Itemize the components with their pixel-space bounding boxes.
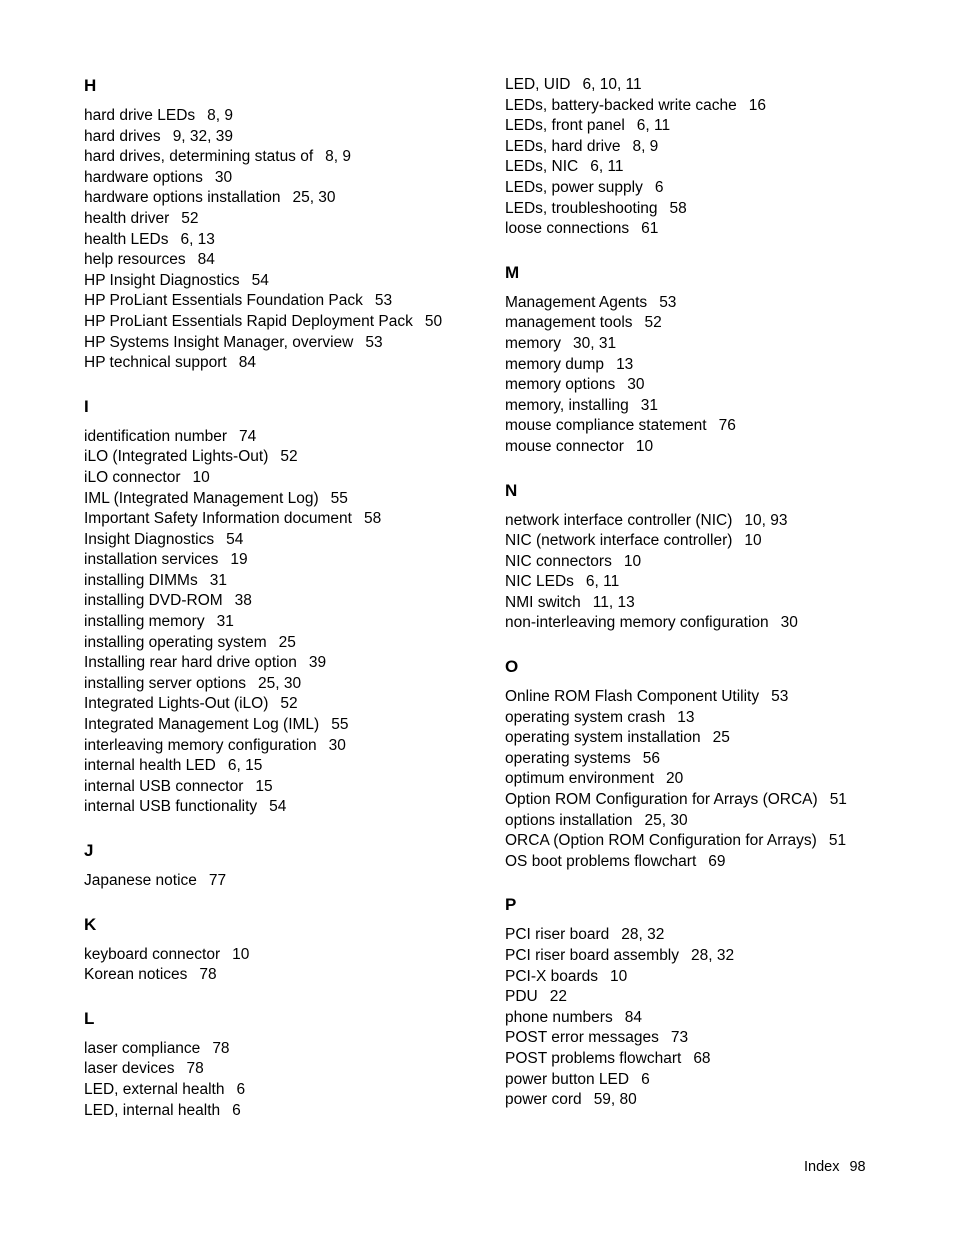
- index-term: installing memory: [84, 613, 205, 631]
- index-entry: [505, 219, 925, 240]
- index-term: hardware options installation: [84, 189, 281, 207]
- index-entry: [505, 852, 925, 873]
- index-entry: [505, 375, 925, 396]
- section-letter: O: [505, 657, 519, 677]
- section-letter: M: [505, 262, 520, 282]
- index-term: installing DVD-ROM: [84, 592, 223, 610]
- index-pages: 53: [374, 292, 393, 310]
- index-term: interleaving memory configuration: [84, 736, 317, 754]
- index-entry: [505, 593, 925, 614]
- index-pages: 6, 11: [590, 158, 624, 176]
- index-pages: 20: [666, 770, 684, 788]
- index-term: Insight Diagnostics: [84, 530, 215, 548]
- index-term: memory: [505, 334, 561, 352]
- index-pages: 10: [610, 967, 628, 985]
- index-pages: 54: [226, 530, 244, 548]
- index-entry: [505, 572, 925, 593]
- index-entry: [505, 1070, 925, 1091]
- index-pages: 69: [708, 852, 726, 870]
- index-entry: [84, 736, 484, 757]
- index-term: Japanese notice: [84, 872, 197, 889]
- index-pages: 25, 30: [644, 811, 688, 829]
- index-entry: [84, 468, 484, 489]
- index-entry: [505, 728, 925, 749]
- index-entry: [84, 291, 484, 312]
- index-section: [84, 840, 484, 892]
- index-pages: 30: [780, 614, 798, 632]
- index-term: hard drives: [84, 127, 161, 145]
- section-letter: K: [84, 914, 97, 934]
- index-entry: [84, 674, 484, 695]
- index-term: iLO connector: [84, 468, 181, 486]
- section-letter: J: [84, 841, 94, 860]
- index-entry: [84, 312, 484, 333]
- index-term: Management Agents: [505, 293, 648, 311]
- index-pages: 77: [208, 872, 227, 889]
- index-pages: 78: [212, 1039, 230, 1057]
- index-term: POST problems flowchart: [505, 1049, 682, 1067]
- index-entry: [84, 106, 484, 127]
- index-pages: 6, 11: [636, 117, 671, 135]
- index-term: hardware options: [84, 168, 203, 186]
- index-term: options installation: [505, 811, 633, 829]
- index-term: LEDs, battery-backed write cache: [505, 96, 737, 114]
- index-pages: 39: [308, 654, 327, 672]
- index-term: help resources: [84, 251, 186, 269]
- index-entry: [84, 871, 484, 892]
- index-term: installing server options: [84, 674, 246, 692]
- index-pages: 6, 11: [585, 573, 620, 591]
- index-pages: 8, 9: [325, 148, 352, 166]
- index-pages: 13: [677, 708, 695, 726]
- index-term: memory, installing: [505, 396, 629, 414]
- index-pages: 30: [328, 736, 346, 754]
- index-entry: [84, 1039, 484, 1060]
- index-term: installing operating system: [84, 633, 267, 651]
- index-pages: 30: [627, 376, 645, 394]
- index-entry: [505, 355, 925, 376]
- index-term: PCI riser board: [505, 926, 610, 944]
- index-entry: [84, 509, 484, 530]
- index-entry: [505, 831, 925, 852]
- index-pages: 53: [365, 333, 383, 351]
- index-term: operating system crash: [505, 708, 666, 726]
- index-term: identification number: [84, 427, 228, 445]
- index-term: internal USB functionality: [84, 798, 258, 816]
- index-pages: 15: [255, 777, 273, 795]
- index-pages: 58: [363, 510, 382, 528]
- index-entry: [84, 715, 484, 736]
- index-entry: [505, 987, 925, 1008]
- index-term: Integrated Lights-Out (iLO): [84, 695, 269, 713]
- index-entry: [84, 147, 484, 168]
- index-term: LEDs, NIC: [505, 158, 579, 176]
- index-pages: 59, 80: [593, 1091, 637, 1109]
- section-letter: H: [84, 76, 97, 95]
- index-entry: [505, 437, 925, 458]
- index-term: internal USB connector: [84, 777, 244, 795]
- index-term: HP ProLiant Essentials Rapid Deployment Pack: [84, 312, 413, 330]
- index-pages: 13: [616, 355, 634, 373]
- index-term: network interface controller (NIC): [505, 511, 733, 529]
- index-term: NMI switch: [505, 593, 581, 611]
- index-entry: [505, 613, 925, 634]
- index-pages: 31: [216, 613, 234, 631]
- index-pages: 68: [693, 1049, 711, 1067]
- index-pages: 28, 32: [691, 947, 735, 964]
- index-term: installation services: [84, 551, 219, 569]
- index-term: mouse connector: [505, 437, 624, 455]
- index-entry: [84, 694, 484, 715]
- index-term: POST error messages: [505, 1029, 659, 1047]
- section-letter: P: [505, 895, 517, 915]
- index-term: hard drives, determining status of: [84, 148, 314, 166]
- index-entry: [84, 209, 484, 230]
- index-pages: 25: [278, 633, 296, 651]
- page-footer: [804, 1158, 866, 1176]
- index-pages: 10: [623, 552, 642, 570]
- section-letter: L: [84, 1008, 95, 1028]
- index-entry: [505, 178, 925, 199]
- index-pages: 52: [280, 448, 298, 466]
- index-pages: 74: [239, 427, 257, 445]
- index-entry: [84, 127, 484, 148]
- index-entry: [505, 687, 925, 708]
- index-pages: 54: [269, 798, 287, 816]
- index-column-left: [84, 75, 484, 1121]
- index-entry: [505, 1049, 925, 1070]
- index-section: [505, 656, 925, 872]
- index-term: NIC (network interface controller): [505, 532, 733, 550]
- index-pages: 30: [214, 168, 233, 186]
- index-entry: [505, 75, 925, 96]
- index-column-right: [505, 75, 925, 1111]
- index-term: keyboard connector: [84, 945, 221, 963]
- index-entry: [505, 396, 925, 417]
- index-entry: [84, 633, 484, 654]
- index-pages: 78: [186, 1060, 204, 1078]
- index-entry: [505, 790, 925, 811]
- index-entry: [505, 334, 925, 355]
- index-term: LEDs, power supply: [505, 178, 643, 196]
- index-pages: 76: [718, 417, 736, 435]
- index-pages: 9, 32, 39: [172, 127, 234, 145]
- index-pages: 16: [748, 96, 766, 114]
- index-pages: 8, 9: [632, 137, 659, 155]
- index-pages: 53: [659, 293, 677, 311]
- index-term: PDU: [505, 988, 538, 1006]
- index-entry: [505, 137, 925, 158]
- index-section: [505, 480, 925, 635]
- index-entry: [84, 353, 484, 374]
- index-entry: [84, 1059, 484, 1080]
- index-term: HP technical support: [84, 354, 227, 372]
- index-entry: [84, 1101, 484, 1122]
- index-pages: 6: [232, 1101, 241, 1119]
- index-entry: [84, 250, 484, 271]
- index-section: [84, 1008, 484, 1121]
- index-entry: [84, 427, 484, 448]
- index-term: Integrated Management Log (IML): [84, 716, 320, 734]
- index-pages: 10: [232, 945, 250, 963]
- index-entry: [505, 1028, 925, 1049]
- index-pages: 56: [642, 749, 661, 767]
- index-pages: 25, 30: [292, 189, 336, 207]
- index-pages: 6, 15: [227, 757, 263, 775]
- index-pages: 61: [641, 220, 659, 238]
- index-term: operating systems: [505, 749, 631, 767]
- index-pages: 50: [424, 312, 443, 330]
- index-term: HP Insight Diagnostics: [84, 271, 240, 289]
- index-pages: 8, 9: [207, 107, 233, 124]
- index-term: hard drive LEDs: [84, 107, 196, 124]
- index-pages: 6: [654, 178, 664, 196]
- index-pages: 25: [712, 729, 730, 747]
- index-term: operating system installation: [505, 729, 701, 747]
- index-term: Option ROM Configuration for Arrays (ORCA): [505, 791, 818, 809]
- index-pages: 78: [199, 966, 217, 984]
- index-term: power cord: [505, 1091, 582, 1109]
- index-entry: [84, 489, 484, 510]
- index-entry: [505, 116, 925, 137]
- index-entry: [84, 797, 484, 818]
- index-pages: 84: [197, 251, 215, 269]
- index-pages: 58: [669, 199, 687, 217]
- index-entry: [505, 1090, 925, 1111]
- index-entry: [505, 925, 925, 946]
- index-section: [505, 262, 925, 458]
- index-entry: [505, 769, 925, 790]
- index-entry: [505, 531, 925, 552]
- index-pages: 10: [192, 468, 210, 486]
- section-letter: N: [505, 480, 518, 500]
- index-term: LEDs, front panel: [505, 117, 625, 135]
- index-term: memory dump: [505, 355, 605, 373]
- index-term: NIC LEDs: [505, 573, 574, 591]
- index-section: [505, 75, 925, 240]
- index-term: HP ProLiant Essentials Foundation Pack: [84, 292, 363, 310]
- index-entry: [505, 96, 925, 117]
- index-term: Important Safety Information document: [84, 510, 352, 528]
- index-term: laser devices: [84, 1060, 175, 1078]
- index-entry: [505, 749, 925, 770]
- index-pages: 54: [251, 271, 269, 289]
- index-pages: 10: [744, 532, 762, 550]
- index-pages: 25, 30: [257, 674, 302, 692]
- index-term: management tools: [505, 314, 633, 332]
- index-term: Korean notices: [84, 966, 188, 984]
- index-entry: [84, 447, 484, 468]
- index-term: LEDs, hard drive: [505, 137, 621, 155]
- index-entry: [84, 230, 484, 251]
- index-pages: 84: [238, 354, 256, 372]
- index-entry: [505, 811, 925, 832]
- index-term: ORCA (Option ROM Configuration for Arrays): [505, 832, 817, 850]
- index-entry: [505, 157, 925, 178]
- index-entry: [505, 946, 925, 967]
- index-term: Installing rear hard drive option: [84, 654, 297, 672]
- index-section: [84, 75, 484, 374]
- index-term: memory options: [505, 376, 616, 394]
- index-term: laser compliance: [84, 1039, 201, 1057]
- index-term: optimum environment: [505, 770, 655, 788]
- index-entry: [84, 591, 484, 612]
- index-pages: 51: [828, 832, 847, 850]
- index-entry: [505, 511, 925, 532]
- index-entry: [84, 530, 484, 551]
- index-pages: 6: [236, 1080, 246, 1098]
- section-letter: I: [84, 396, 89, 416]
- index-term: PCI riser board assembly: [505, 947, 680, 964]
- index-term: non-interleaving memory configuration: [505, 614, 769, 632]
- index-pages: 19: [230, 551, 248, 569]
- index-entry: [84, 1080, 484, 1101]
- index-entry: [84, 756, 484, 777]
- index-term: HP Systems Insight Manager, overview: [84, 333, 354, 351]
- index-pages: 53: [771, 688, 789, 706]
- index-pages: 38: [234, 592, 252, 610]
- index-pages: 52: [181, 209, 199, 227]
- index-term: Online ROM Flash Component Utility: [505, 688, 760, 706]
- index-term: NIC connectors: [505, 552, 612, 570]
- index-section: [84, 396, 484, 818]
- index-term: installing DIMMs: [84, 571, 198, 589]
- index-entry: [505, 416, 925, 437]
- index-pages: 73: [670, 1029, 689, 1047]
- index-term: iLO (Integrated Lights-Out): [84, 448, 269, 466]
- index-entry: [505, 552, 925, 573]
- footer-label: Index: [804, 1159, 840, 1175]
- index-entry: [84, 571, 484, 592]
- index-entry: [84, 945, 484, 966]
- index-term: OS boot problems flowchart: [505, 852, 697, 870]
- index-term: internal health LED: [84, 757, 216, 775]
- index-pages: 55: [330, 489, 348, 507]
- index-pages: 6, 10, 11: [582, 76, 642, 93]
- index-entry: [505, 708, 925, 729]
- index-pages: 51: [829, 791, 847, 809]
- footer-page-number: 98: [849, 1159, 866, 1175]
- index-entry: [84, 965, 484, 986]
- index-term: loose connections: [505, 220, 630, 238]
- index-pages: 52: [644, 314, 662, 332]
- index-term: IML (Integrated Management Log): [84, 489, 319, 507]
- index-entry: [505, 199, 925, 220]
- index-pages: 6: [641, 1070, 650, 1088]
- index-pages: 52: [280, 695, 298, 713]
- index-pages: 11, 13: [592, 593, 635, 611]
- index-entry: [505, 293, 925, 314]
- index-term: mouse compliance statement: [505, 417, 707, 435]
- index-pages: 10, 93: [744, 511, 788, 529]
- index-term: phone numbers: [505, 1008, 613, 1026]
- index-entry: [505, 1008, 925, 1029]
- index-pages: 6, 13: [180, 230, 215, 248]
- index-entry: [84, 333, 484, 354]
- index-section: [84, 914, 484, 986]
- index-entry: [84, 550, 484, 571]
- index-pages: 22: [549, 988, 567, 1006]
- index-term: health driver: [84, 209, 170, 227]
- index-entry: [505, 967, 925, 988]
- index-pages: 31: [640, 396, 659, 414]
- index-pages: 28, 32: [621, 926, 665, 944]
- index-term: LED, external health: [84, 1080, 225, 1098]
- index-pages: 84: [624, 1008, 642, 1026]
- index-term: PCI-X boards: [505, 967, 599, 985]
- index-pages: 10: [635, 437, 654, 455]
- index-term: LEDs, troubleshooting: [505, 199, 658, 217]
- index-entry: [84, 777, 484, 798]
- index-entry: [84, 612, 484, 633]
- index-pages: 30, 31: [572, 334, 617, 352]
- index-pages: 55: [331, 716, 349, 734]
- index-term: LED, UID: [505, 76, 571, 93]
- index-section: [505, 894, 925, 1110]
- index-entry: [84, 271, 484, 292]
- index-entry: [505, 313, 925, 334]
- index-entry: [84, 653, 484, 674]
- index-term: power button LED: [505, 1070, 630, 1088]
- index-entry: [84, 188, 484, 209]
- index-term: health LEDs: [84, 230, 169, 248]
- index-pages: 31: [209, 571, 227, 589]
- index-entry: [84, 168, 484, 189]
- index-term: LED, internal health: [84, 1101, 221, 1119]
